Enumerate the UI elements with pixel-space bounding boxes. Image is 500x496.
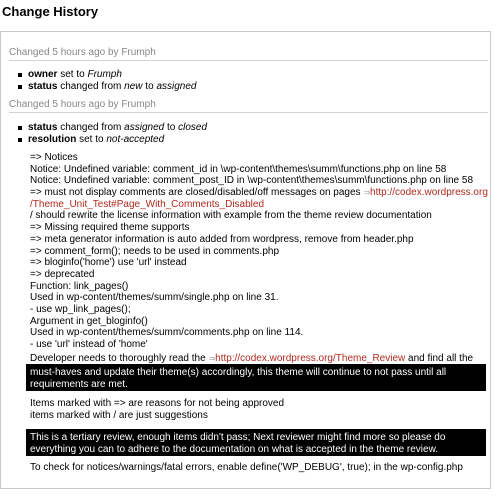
prop-verb: set to — [57, 69, 88, 80]
prop-field: status — [28, 122, 58, 133]
comment-line: => comment_form(); needs to be used in comments.php — [30, 245, 280, 257]
prop-item — [16, 69, 196, 81]
comment-line: items marked with / are just suggestions — [30, 409, 208, 421]
change-header — [9, 99, 488, 113]
change-author[interactable]: Frumph — [121, 99, 156, 110]
comment-line: - use wp_link_pages(); — [30, 303, 131, 315]
prop-verb: set to — [76, 134, 107, 145]
external-link-icon: ⇒ — [363, 188, 371, 198]
comment-body — [30, 152, 488, 351]
theme-review-link[interactable]: http://codex.wordpress.org/Theme_Review — [215, 353, 406, 364]
comment-line: => Missing required theme supports — [30, 222, 190, 234]
prop-to-word: to — [142, 81, 157, 92]
comment-line: / should rewrite the license information with example from the theme review documentation — [30, 210, 432, 222]
comment-line: Notice: Undefined variable: comment_id in \wp-content\themes\summ\functions.php on line 58 — [30, 163, 447, 175]
comment-line: => Notices — [30, 152, 78, 163]
highlighted-block — [26, 429, 486, 456]
prop-value: Frumph — [87, 69, 122, 80]
prop-value: closed — [178, 122, 208, 133]
prop-value: assigned — [156, 81, 197, 92]
prop-field: resolution — [28, 134, 77, 145]
page-title: Change History — [2, 4, 99, 19]
comment-line: To check for notices/warnings/fatal errors, enable define('WP_DEBUG', true); in the wp-config.php — [30, 462, 463, 473]
comment-line: Used in wp-content/themes/summ/single.php on line 31. — [30, 292, 279, 304]
comment-line: Notice: Undefined variable: comment_post_ID in \wp-content\themes\summ\functions.php on line 58 — [30, 175, 474, 187]
comment-line: Items marked with => are reasons for not being approved — [30, 398, 285, 409]
comment-text: => must not display comments are closed/disabled/off messages on pages — [30, 187, 364, 199]
prop-item — [16, 81, 196, 93]
prop-verb: changed from — [57, 122, 125, 133]
debug-line — [30, 462, 485, 474]
comment-line — [30, 353, 485, 365]
prop-to-word: to — [164, 122, 179, 133]
comment-text: and find all the — [405, 353, 474, 364]
change-props — [16, 69, 196, 93]
prop-verb: changed from — [57, 81, 125, 92]
prop-from: assigned — [124, 122, 165, 133]
prop-field: owner — [28, 69, 58, 80]
change-props — [16, 122, 207, 146]
comment-line — [30, 199, 485, 211]
prop-item — [16, 134, 207, 146]
developer-line — [30, 353, 485, 365]
comment-line: - use 'url' instead of 'home' — [30, 339, 148, 350]
comment-line: Used in wp-content/themes/summ/comments.php on line 114. — [30, 327, 304, 339]
change-time: Changed 5 hours ago by — [9, 99, 119, 110]
comment-line: => deprecated — [30, 268, 95, 280]
comment-text: Developer needs to thoroughly read the — [30, 353, 209, 364]
prop-from: new — [124, 81, 143, 92]
change-time: Changed 5 hours ago by — [9, 47, 119, 58]
change-author[interactable]: Frumph — [121, 47, 156, 58]
highlight-text: This is a tertiary review, enough items didn't pass; Next reviewer might find more so please do everything you can to adhere to the documentation on what is accepted in the theme review. — [30, 432, 446, 455]
comment-line: => meta generator information is auto added from wordpress, remove from header.php — [30, 233, 414, 245]
codex-link-cont[interactable]: /Theme_Unit_Test#Page_With_Comments_Disabled — [30, 198, 265, 210]
comment-line — [30, 187, 488, 199]
highlighted-block — [26, 364, 486, 391]
prop-value: not-accepted — [106, 134, 165, 145]
change-header — [9, 47, 488, 61]
comment-line: Argument in get_bloginfo() — [30, 315, 148, 327]
prop-field: status — [28, 81, 58, 92]
prop-item — [16, 122, 207, 134]
legend-lines — [30, 398, 485, 421]
highlight-text: must-haves and update their theme(s) accordingly, this theme will continue to not pass until all requirements are met. — [30, 367, 447, 390]
codex-link[interactable]: http://codex.wordpress.org — [370, 187, 488, 199]
comment-line: Function: link_pages() — [30, 280, 129, 292]
comment-line: => bloginfo('home') use 'url' instead — [30, 257, 187, 269]
external-link-icon: ⇒ — [208, 354, 216, 363]
